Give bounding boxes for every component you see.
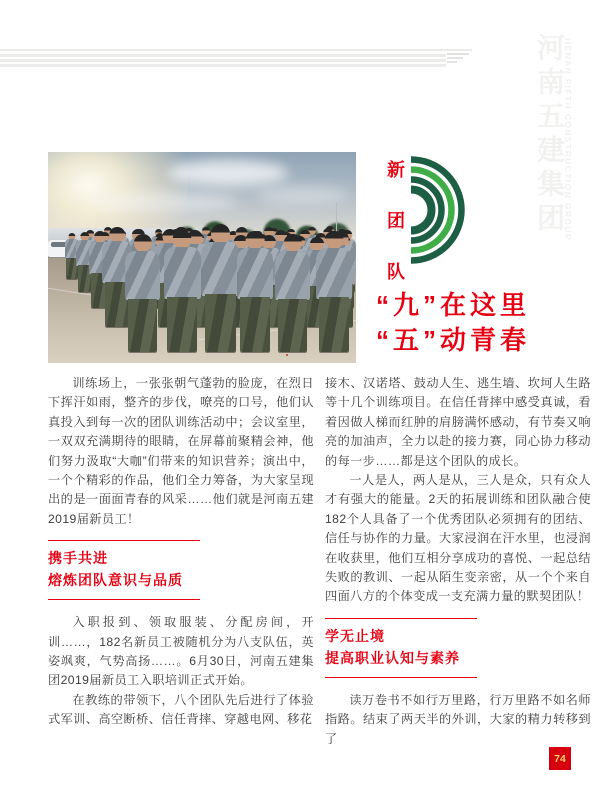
training-formation-photo (48, 152, 356, 363)
logo-arcs-icon (407, 155, 467, 267)
logo-new-team-text (385, 156, 407, 284)
person-figure (316, 231, 353, 353)
decor-line (0, 54, 446, 57)
decor-line (0, 49, 472, 51)
decor-line (0, 59, 446, 62)
photo-petal (286, 354, 288, 356)
person-figure (201, 224, 239, 352)
page-number: 74 (554, 752, 566, 765)
photo-cloud (88, 192, 238, 212)
section-heading-2-line-2: 提高职业认知与素养 (325, 649, 460, 666)
watermark-company-name-cn: 河南五建集团 (534, 33, 565, 237)
person-figure (125, 234, 161, 352)
photo-cloud (168, 160, 288, 186)
micro-caption-lines (447, 53, 469, 65)
person-figure (237, 231, 273, 352)
section-heading-2-line-1: 学无止境 (325, 627, 385, 644)
section-heading-1-line-2: 熔炼团队意识与品质 (48, 572, 183, 589)
headline-line-2: “五”动青春 (376, 325, 531, 355)
paragraph-learning: 读万卷书不如行万里路，行万里路不如名师指路。结束了两天半的外训，大家的精力转移到了 (325, 692, 591, 746)
logo-char: 队 (387, 262, 405, 282)
person-figure (164, 230, 201, 352)
logo-char: 新 (387, 160, 405, 180)
headline-line-1: “九”在这里 (376, 290, 531, 320)
section-heading-1 (48, 540, 200, 600)
photo-cloud (258, 186, 348, 204)
logo-char: 团 (387, 211, 405, 231)
headline (376, 288, 530, 358)
decor-line (0, 64, 446, 67)
watermark-company-name-en: HENAN FIFTH CONSTRUCTION GROUP (563, 38, 573, 242)
page-number-badge (549, 747, 571, 770)
column-right (325, 374, 591, 749)
paragraph-training-list: 在教练的带领下，八个团队先后进行了体验式军训、高空断桥、信任背摔、穿越电网、移花 (48, 692, 314, 727)
paragraph-team-power: 一人是人，两人是从，三人是众，只有众人才有强大的能量。2天的拓展训练和团队融合使182个人具备了一个优秀团队必须拥有的团结、信任与协作的力量。大家浸润在汗水里，也浸润在收获里，他们互相分享成功的喜悦、一起总结失败的教训、一起从陌生变亲密，从一个个来自四面八方的个体变成一支充满力量的默契团队！ (325, 473, 591, 604)
column-left (48, 374, 314, 730)
paragraph-intro: 训练场上，一张张朝气蓬勃的脸庞，在烈日下挥汗如雨，整齐的步伐，嘹亮的口号，他们认真投入到每一次的团队训练活动中；会议室里，一双双充满期待的眼睛，在屏幕前聚精会神，他们努力汲取“大咖”们带来的知识营养；演出中，一个个精彩的作品，他们全力筹备，为大家呈现出的是一面面青春的风采……他们就是河南五建2019届新员工！ (48, 376, 314, 526)
person-figure (275, 234, 310, 352)
paragraph-training-continued: 接木、汉诺塔、鼓动人生、逃生墙、坎坷人生路等十几个训练项目。在信任背摔中感受真诚，看着因做人梯而红肿的肩膀满怀感动，有节奏又响亮的加油声，全力以赴的接力赛，同心协力移动的每一步……都是这个团队的成长。 (325, 376, 591, 468)
section-heading-2 (325, 618, 477, 678)
paragraph-enrollment: 入职报到、领取服装、分配房间，开训……，182名新员工被随机分为八支队伍，英姿飒爽，气势高扬……。6月30日，河南五建集团2019届新员工入职培训正式开始。 (48, 615, 314, 688)
section-heading-1-line-1: 携手共进 (48, 550, 108, 567)
